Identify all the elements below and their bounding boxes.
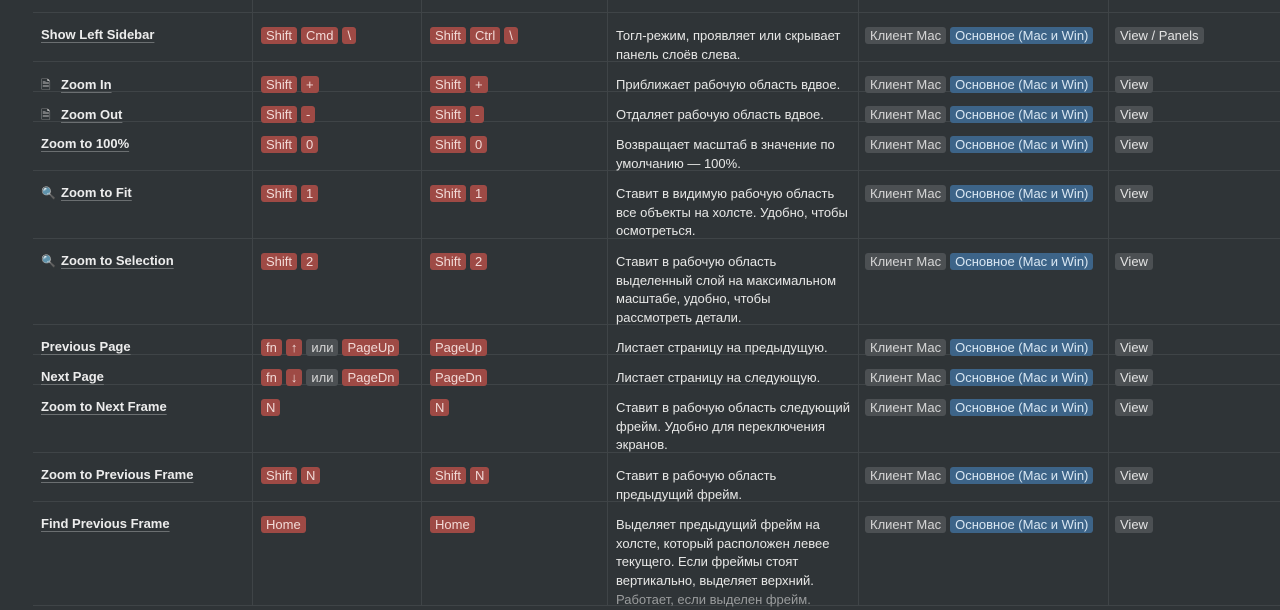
description-note: Работает, если выделен фрейм. bbox=[616, 591, 811, 607]
document-icon: 🗎 bbox=[41, 108, 51, 122]
description-text: Приближает рабочую область вдвое. bbox=[616, 77, 841, 92]
platform-badge: Основное (Mac и Win) bbox=[950, 136, 1093, 153]
key-badge: PageDn bbox=[342, 369, 399, 386]
mac-keys bbox=[252, 453, 421, 501]
category-badge: View bbox=[1115, 339, 1153, 356]
category-badge: View bbox=[1115, 136, 1153, 153]
table-row bbox=[33, 239, 1280, 325]
table-row bbox=[33, 385, 1280, 453]
shortcut-name-link[interactable]: Zoom to Fit bbox=[61, 185, 132, 200]
shortcut-name-link[interactable]: Zoom In bbox=[61, 77, 112, 92]
key-badge: - bbox=[470, 106, 484, 123]
platform-badge: Основное (Mac и Win) bbox=[950, 27, 1093, 44]
key-badge: 2 bbox=[301, 253, 318, 270]
table-row bbox=[33, 92, 1280, 122]
key-badge: Cmd bbox=[301, 27, 338, 44]
key-badge: Shift bbox=[430, 76, 466, 93]
key-badge: \ bbox=[342, 27, 356, 44]
key-badge: + bbox=[301, 76, 319, 93]
win-keys bbox=[421, 239, 607, 324]
shortcut-name-link[interactable]: Zoom to Selection bbox=[61, 253, 174, 268]
shortcut-name-link[interactable]: Zoom to Next Frame bbox=[41, 399, 167, 414]
platform-badge: Основное (Mac и Win) bbox=[950, 106, 1093, 123]
key-badge: Shift bbox=[430, 27, 466, 44]
key-badge: fn bbox=[261, 369, 282, 386]
key-badge: Shift bbox=[430, 253, 466, 270]
key-badge: PageDn bbox=[430, 369, 487, 386]
key-badge: Shift bbox=[261, 136, 297, 153]
category-badge: View bbox=[1115, 106, 1153, 123]
mac-keys bbox=[252, 13, 421, 61]
win-keys bbox=[421, 92, 607, 121]
mac-keys bbox=[252, 62, 421, 91]
key-badge: 0 bbox=[470, 136, 487, 153]
client-badge: Клиент Мас bbox=[865, 106, 946, 123]
key-badge: ↑ bbox=[286, 339, 303, 356]
table-row bbox=[33, 0, 1280, 13]
description-text: Отдаляет рабочую область вдвое. bbox=[616, 107, 824, 122]
key-badge: Home bbox=[430, 516, 475, 533]
win-keys bbox=[421, 355, 607, 384]
category-badge: View bbox=[1115, 76, 1153, 93]
platform-badge: Основное (Mac и Win) bbox=[950, 253, 1093, 270]
description-text: Ставит в рабочую область следующий фрейм. Удобно для переключения экранов. bbox=[616, 400, 850, 453]
description-text: Ставит в видимую рабочую область все объекты на холсте. Удобно, чтобы осмотреться. bbox=[616, 186, 848, 239]
description-text: Ставит в рабочую область выделенный слой на максимальном масштабе, удобно, чтобы рассмотреть детали. bbox=[616, 254, 837, 326]
client-badge: Клиент Мас bbox=[865, 136, 946, 153]
description-text: Ставит в рабочую область предыдущий фрейм. bbox=[616, 468, 777, 502]
key-badge: Home bbox=[261, 516, 306, 533]
category-badge: View bbox=[1115, 399, 1153, 416]
category-badge: View bbox=[1115, 369, 1153, 386]
platform-badge: Основное (Mac и Win) bbox=[950, 369, 1093, 386]
table-row bbox=[33, 122, 1280, 171]
key-badge: Shift bbox=[261, 253, 297, 270]
platform-badge: Основное (Mac и Win) bbox=[950, 467, 1093, 484]
or-separator: или bbox=[306, 339, 338, 356]
category-badge: View bbox=[1115, 516, 1153, 533]
key-badge: Shift bbox=[261, 467, 297, 484]
shortcut-name-link[interactable]: Find Previous Frame bbox=[41, 516, 170, 531]
shortcut-name-link[interactable]: Zoom to 100% bbox=[41, 136, 130, 151]
mac-keys bbox=[252, 92, 421, 121]
key-badge: Shift bbox=[261, 27, 297, 44]
category-badge: View bbox=[1115, 185, 1153, 202]
shortcuts-table bbox=[33, 0, 1280, 606]
table-row bbox=[33, 171, 1280, 239]
category-badge: View bbox=[1115, 253, 1153, 270]
key-badge: N bbox=[430, 399, 449, 416]
key-badge: - bbox=[301, 106, 315, 123]
win-keys bbox=[421, 13, 607, 61]
magnifier-icon: 🔍 bbox=[41, 254, 56, 268]
shortcut-name-link[interactable]: Zoom Out bbox=[61, 107, 123, 122]
win-keys bbox=[421, 62, 607, 91]
key-badge: Shift bbox=[430, 185, 466, 202]
mac-keys bbox=[252, 502, 421, 605]
key-badge: Shift bbox=[261, 185, 297, 202]
shortcut-name-link[interactable]: Next Page bbox=[41, 369, 104, 384]
category-badge: View / Panels bbox=[1115, 27, 1204, 44]
platform-badge: Основное (Mac и Win) bbox=[950, 185, 1093, 202]
key-badge: Shift bbox=[430, 136, 466, 153]
mac-keys bbox=[252, 171, 421, 238]
category-badge: View bbox=[1115, 467, 1153, 484]
key-badge: 0 bbox=[301, 136, 318, 153]
client-badge: Клиент Мас bbox=[865, 76, 946, 93]
shortcut-name-link[interactable]: Previous Page bbox=[41, 339, 131, 354]
client-badge: Клиент Мас bbox=[865, 27, 946, 44]
platform-badge: Основное (Mac и Win) bbox=[950, 339, 1093, 356]
key-badge: 1 bbox=[470, 185, 487, 202]
table-row bbox=[33, 355, 1280, 385]
table-row bbox=[33, 502, 1280, 606]
key-badge: Ctrl bbox=[470, 27, 500, 44]
or-separator: или bbox=[306, 369, 338, 386]
document-icon: 🗎 bbox=[41, 78, 51, 92]
client-badge: Клиент Мас bbox=[865, 467, 946, 484]
key-badge: PageUp bbox=[430, 339, 487, 356]
description-text: Листает страницу на следующую. bbox=[616, 370, 821, 385]
client-badge: Клиент Мас bbox=[865, 399, 946, 416]
client-badge: Клиент Мас bbox=[865, 516, 946, 533]
table-row bbox=[33, 62, 1280, 92]
client-badge: Клиент Мас bbox=[865, 339, 946, 356]
client-badge: Клиент Мас bbox=[865, 369, 946, 386]
key-badge: N bbox=[470, 467, 489, 484]
platform-badge: Основное (Mac и Win) bbox=[950, 399, 1093, 416]
key-badge: 1 bbox=[301, 185, 318, 202]
description-text: Возвращает масштаб в значение по умолчанию — 100%. bbox=[616, 137, 835, 171]
platform-badge: Основное (Mac и Win) bbox=[950, 76, 1093, 93]
key-badge: PageUp bbox=[342, 339, 399, 356]
key-badge: ↓ bbox=[286, 369, 303, 386]
mac-keys bbox=[252, 325, 421, 354]
magnifier-icon: 🔍 bbox=[41, 186, 56, 200]
key-badge: \ bbox=[504, 27, 518, 44]
key-badge: N bbox=[261, 399, 280, 416]
description-text: Тогл-режим, проявляет или скрывает панель слоёв слева. bbox=[616, 28, 841, 62]
key-badge: Shift bbox=[430, 106, 466, 123]
mac-keys bbox=[252, 239, 421, 324]
mac-keys bbox=[252, 355, 421, 384]
mac-keys bbox=[252, 385, 421, 452]
key-badge: Shift bbox=[261, 76, 297, 93]
client-badge: Клиент Мас bbox=[865, 185, 946, 202]
win-keys bbox=[421, 502, 607, 605]
key-badge: fn bbox=[261, 339, 282, 356]
platform-badge: Основное (Mac и Win) bbox=[950, 516, 1093, 533]
shortcut-name-link[interactable]: Zoom to Previous Frame bbox=[41, 467, 194, 482]
win-keys bbox=[421, 453, 607, 501]
key-badge: N bbox=[301, 467, 320, 484]
table-row bbox=[33, 13, 1280, 62]
table-row bbox=[33, 325, 1280, 355]
key-badge: + bbox=[470, 76, 488, 93]
client-badge: Клиент Мас bbox=[865, 253, 946, 270]
description-text: Выделяет предыдущий фрейм на холсте, который расположен левее текущего. Если фреймы стоят вертикально, выделяет верхний. bbox=[616, 517, 830, 589]
description-text: Листает страницу на предыдущую. bbox=[616, 340, 828, 355]
win-keys bbox=[421, 171, 607, 238]
win-keys bbox=[421, 385, 607, 452]
shortcut-name-link[interactable]: Show Left Sidebar bbox=[41, 27, 155, 42]
mac-keys bbox=[252, 122, 421, 170]
key-badge: Shift bbox=[261, 106, 297, 123]
key-badge: 2 bbox=[470, 253, 487, 270]
win-keys bbox=[421, 325, 607, 354]
table-row bbox=[33, 453, 1280, 502]
win-keys bbox=[421, 122, 607, 170]
key-badge: Shift bbox=[430, 467, 466, 484]
